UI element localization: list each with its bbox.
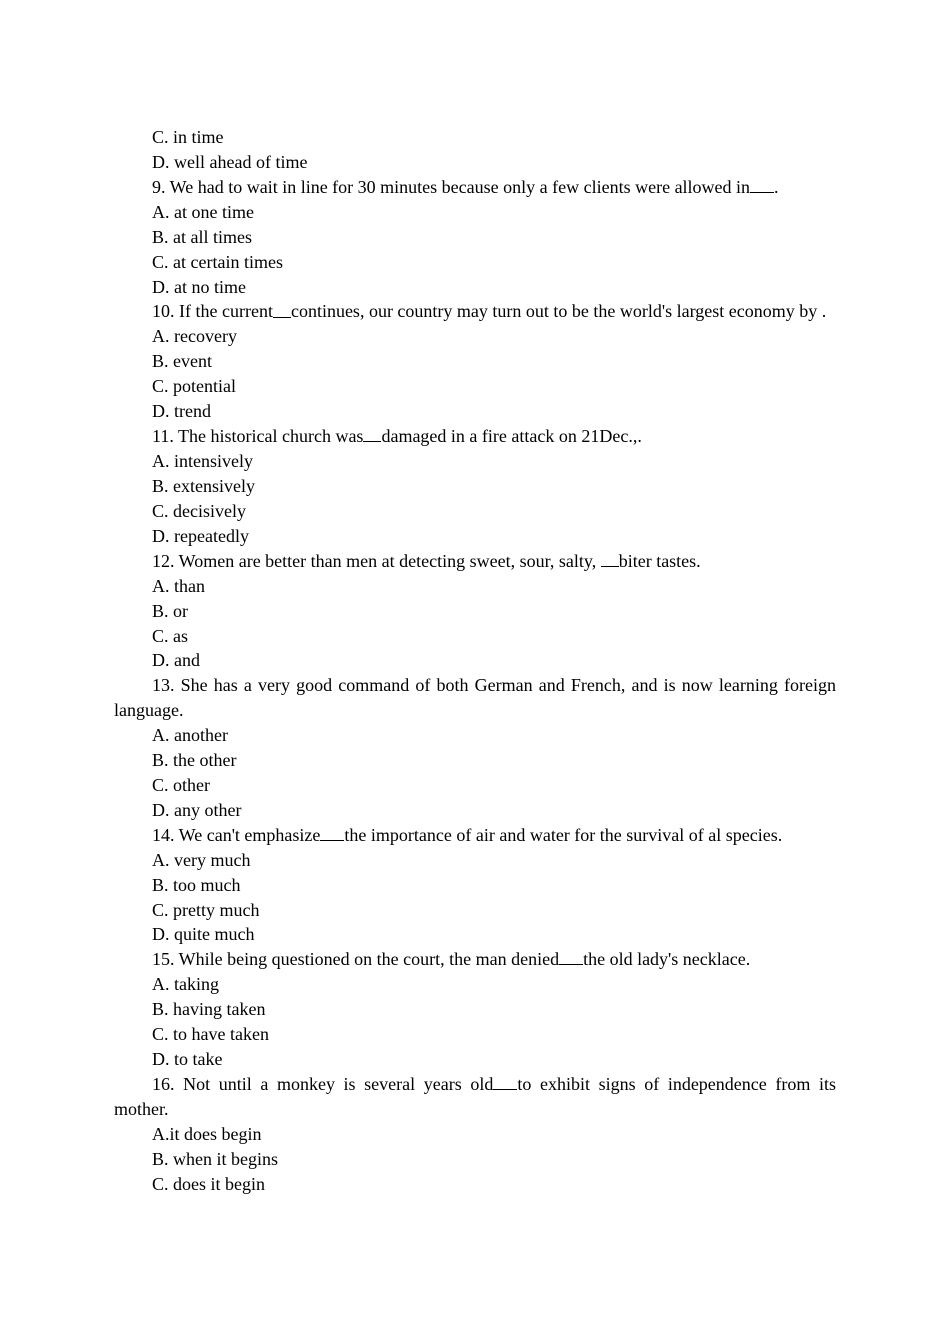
option-16c: C. does it begin bbox=[152, 1173, 265, 1194]
option-12d: D. and bbox=[152, 650, 200, 671]
option-8d: D. well ahead of time bbox=[152, 151, 308, 172]
option-10a: A. recovery bbox=[152, 326, 237, 347]
option-13b: B. the other bbox=[152, 750, 237, 771]
option-9b: B. at all times bbox=[152, 226, 252, 247]
option-15a: A. taking bbox=[152, 974, 219, 995]
option-9a: A. at one time bbox=[152, 201, 254, 222]
answer-blank bbox=[320, 823, 344, 841]
option-16a: A.it does begin bbox=[152, 1123, 262, 1144]
option-15b: B. having taken bbox=[152, 999, 266, 1020]
option-16b: B. when it begins bbox=[152, 1148, 278, 1169]
option-15d: D. to take bbox=[152, 1049, 223, 1070]
option-11d: D. repeatedly bbox=[152, 525, 249, 546]
option-11a: A. intensively bbox=[152, 451, 253, 472]
option-10d: D. trend bbox=[152, 401, 211, 422]
option-12a: A. than bbox=[152, 575, 205, 596]
option-12c: C. as bbox=[152, 625, 188, 646]
answer-blank bbox=[559, 947, 583, 965]
option-10c: C. potential bbox=[152, 376, 236, 397]
option-14d: D. quite much bbox=[152, 924, 255, 945]
option-12b: B. or bbox=[152, 600, 188, 621]
option-8c: C. in time bbox=[152, 127, 224, 147]
option-15c: C. to have taken bbox=[152, 1024, 269, 1045]
answer-blank bbox=[493, 1072, 517, 1090]
answer-blank bbox=[750, 175, 774, 193]
option-14c: C. pretty much bbox=[152, 899, 260, 920]
question-13-stem: 13. She has a very good command of both German and French, and is now learning foreign language. bbox=[114, 675, 836, 721]
option-11b: B. extensively bbox=[152, 475, 255, 496]
option-13d: D. any other bbox=[152, 799, 242, 820]
question-15-stem: 15. While being questioned on the court, the man denied the old lady's necklace. bbox=[114, 947, 836, 972]
option-14a: A. very much bbox=[152, 849, 251, 870]
option-14b: B. too much bbox=[152, 874, 241, 895]
answer-blank bbox=[601, 549, 619, 567]
document-page bbox=[114, 125, 836, 1197]
question-16-stem: 16. Not until a monkey is several years old to exhibit signs of independence from its mother. bbox=[114, 1072, 836, 1122]
option-9d: D. at no time bbox=[152, 276, 246, 297]
question-14-stem: 14. We can't emphasize the importance of air and water for the survival of al species. bbox=[114, 823, 836, 848]
question-9-stem: 9. We had to wait in line for 30 minutes because only a few clients were allowed in . bbox=[114, 175, 836, 200]
answer-blank bbox=[363, 424, 381, 442]
question-12-stem: 12. Women are better than men at detecting sweet, sour, salty, biter tastes. bbox=[114, 549, 836, 574]
option-9c: C. at certain times bbox=[152, 251, 283, 272]
option-13c: C. other bbox=[152, 774, 210, 795]
question-11-stem: 11. The historical church was damaged in a fire attack on 21Dec.,. bbox=[114, 424, 836, 449]
question-10-stem: 10. If the current continues, our country may turn out to be the world's largest economy by . bbox=[114, 299, 836, 324]
option-10b: B. event bbox=[152, 351, 212, 372]
option-11c: C. decisively bbox=[152, 500, 246, 521]
answer-blank bbox=[273, 299, 291, 317]
option-13a: A. another bbox=[152, 725, 228, 746]
